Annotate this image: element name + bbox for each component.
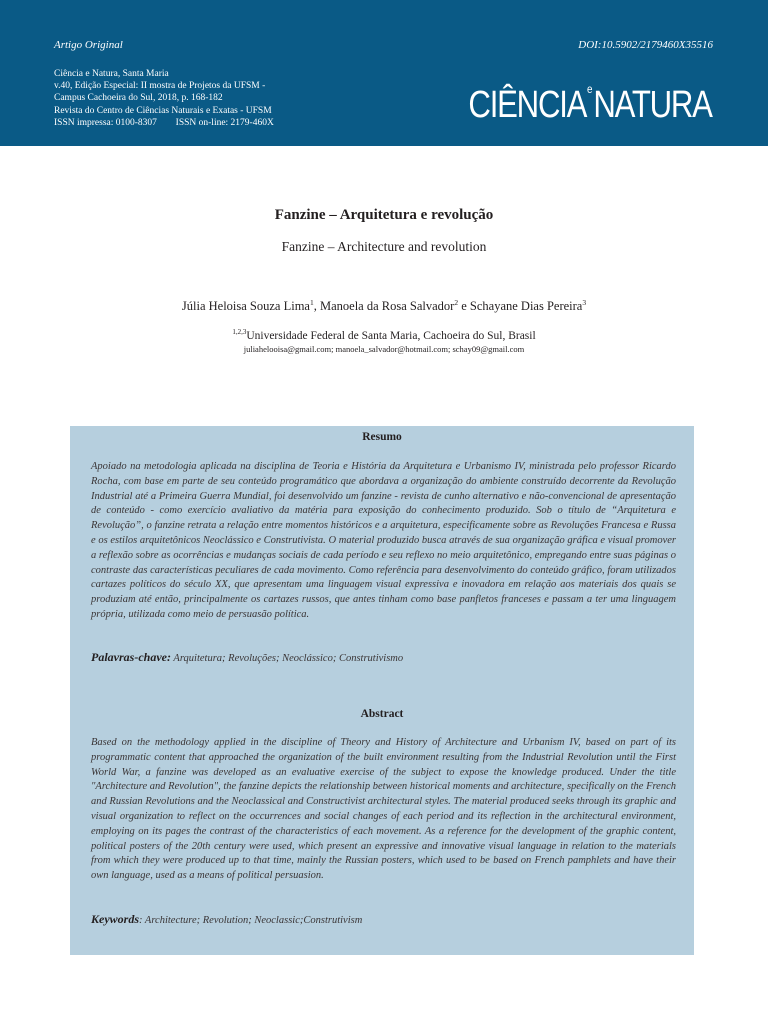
abstract-keywords — [91, 912, 676, 927]
article-subtitle: Fanzine – Architecture and revolution — [281, 239, 487, 254]
article-title: Fanzine – Arquitetura e revolução — [274, 207, 494, 223]
affiliation — [0, 328, 768, 342]
abstract-box — [70, 426, 694, 955]
logo-part-2: NATURA — [593, 84, 712, 126]
article-type: Artigo Original — [54, 39, 123, 51]
issn-online: ISSN on-line: 2179-460X — [175, 117, 274, 128]
affiliation-sup: 1,2,3 — [232, 328, 247, 336]
abstract-keywords-text: : Architecture; Revolution; Neoclassic;Construtivism — [139, 915, 363, 926]
logo-part-1: CIÊNCIA — [468, 84, 587, 126]
author-name: Manoela da Rosa Salvador — [320, 299, 455, 314]
abstract-heading: Abstract — [360, 708, 404, 720]
abstract-text: Based on the methodology applied in the discipline of Theory and History of Architecture and Urbanism IV, based on part of its programmatic content that approached the organization of the built environment resulting from the Industrial Revolution until the First World War, a fanzine was developed as an evaluative exercise of the subject to expose the knowledge produced. Under the title "Architecture and Revolution", the fanzine depicts the relationship between historical moments and architecture, specifically on the French and Russian Revolutions and the Neoclassical and Constructivist architectural styles. The material produced seeks through its graphic and visual organization to reflect on the occurrences and social changes of each period and its reflection in the architectural environment, employing on its pages the contrast of the characteristics of each movement. As a reference for the development of the graphic content, political posters of the 20th century were used, which present an expressive and innovative visual language in relation to the materials from which they were produced up to that time, mainly the Russian posters, which used to be based on French pamphlets and have their own language, used as a means of political persuasion. — [91, 737, 676, 882]
journal-header — [0, 0, 768, 146]
author-separator: , — [313, 299, 320, 314]
logo-small-e: e — [587, 82, 593, 96]
doi-link[interactable]: DOI:10.5902/2179460X35516 — [578, 39, 713, 51]
author-name: Júlia Heloisa Souza Lima — [181, 299, 310, 314]
journal-logo — [469, 66, 712, 128]
issn-line — [54, 117, 274, 129]
resumo-keywords — [91, 650, 676, 665]
author-sup: 2 — [454, 298, 459, 307]
resumo-heading: Resumo — [362, 431, 402, 443]
author-sup: 1 — [310, 298, 314, 307]
resumo-keywords-label: Palavras-chave: — [91, 650, 171, 664]
resumo-keywords-text: Arquitetura; Revoluções; Neoclássico; Construtivismo — [173, 653, 404, 664]
author-sup: 3 — [582, 298, 587, 307]
issn-print: ISSN impressa: 0100-8307 — [54, 117, 157, 128]
journal-info-line: v.40, Edição Especial: II mostra de Projetos da UFSM - — [54, 81, 266, 92]
affiliation-text: Universidade Federal de Santa Maria, Cachoeira do Sul, Brasil — [246, 329, 536, 342]
author-separator: e — [458, 299, 470, 314]
journal-info-line: Campus Cachoeira do Sul, 2018, p. 168-182 — [54, 93, 223, 104]
author-list — [0, 298, 768, 314]
abstract-keywords-label: Keywords — [91, 912, 139, 926]
author-emails: juliahelooisa@gmail.com; manoela_salvador@hotmail.com; schay09@gmail.com — [243, 344, 525, 354]
journal-info — [54, 68, 274, 129]
journal-info-line: Revista do Centro de Ciências Naturais e Exatas - UFSM — [54, 105, 272, 116]
journal-info-line: Ciência e Natura, Santa Maria — [54, 69, 169, 79]
resumo-text: Apoiado na metodologia aplicada na disciplina de Teoria e História da Arquitetura e Urbanismo IV, ministrada pelo professor Ricardo Rocha, com base em parte de seu conteúdo programático que abordava a organização do ambiente construído decorrente da Revolução Industrial até a Primeira Guerra Mundial, foi desenvolvido um fanzine - revista de cunho alternativo e não-convencional de apresentação de conteúdo - como exercício avaliativo da matéria para exposição do conhecimento produzido. Sob o título de “Arquitetura e Revolução”, o fanzine retrata a relação entre momentos históricos e a arquitetura, especificamente sobre as Revoluções Francesa e Russa e os estilos arquitetônicos Neoclássico e Construtivista. O material produzido busca através de sua organização gráfica e visual promover a reflexão sobre as ocorrências e mudanças sociais de cada período e seu reflexo no meio arquitetônico, empregando entre suas páginas o contraste das características peculiares de cada movimento. Como referência para desenvolvimento do conteúdo gráfico, foram utilizados cartazes políticos do século XX, que apresentam uma linguagem visual expressiva e inovadora em relação aos materiais dos quais se produziam até então, principalmente os cartazes russos, que antes tinham como base panfletos franceses e passam a ter uma linguagem própria, utilizada como meio de persuasão política. — [91, 461, 676, 620]
author-name: Schayane Dias Pereira — [469, 299, 583, 314]
